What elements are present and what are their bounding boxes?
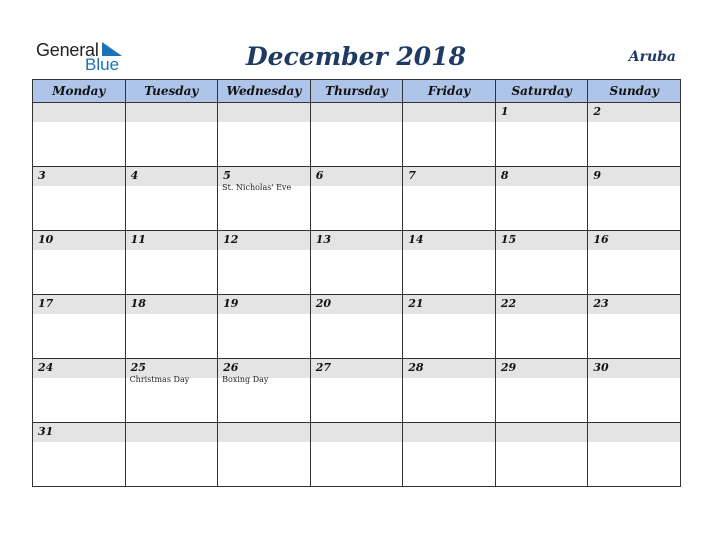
day-cell — [495, 359, 588, 423]
day-cell — [125, 359, 218, 423]
day-number-bar — [33, 103, 125, 122]
day-number-bar — [311, 103, 403, 122]
day-number-bar — [403, 231, 495, 250]
day-number: 24 — [38, 361, 54, 374]
day-number: 21 — [408, 297, 424, 310]
day-cell — [218, 423, 311, 487]
day-number-bar — [588, 103, 680, 122]
day-cell — [125, 103, 218, 167]
day-cell — [33, 103, 126, 167]
day-number: 30 — [593, 361, 609, 374]
day-number-bar — [496, 359, 588, 378]
day-number: 10 — [38, 233, 54, 246]
day-number-bar — [588, 423, 680, 442]
day-number: 9 — [593, 169, 602, 182]
day-cell — [310, 231, 403, 295]
day-number: 4 — [130, 169, 139, 182]
day-cell — [125, 295, 218, 359]
day-number-bar — [588, 295, 680, 314]
day-cell — [218, 295, 311, 359]
day-number: 22 — [500, 297, 517, 310]
day-number-bar — [218, 231, 310, 250]
day-cell — [588, 167, 681, 231]
day-number-bar — [588, 231, 680, 250]
day-number-bar — [311, 359, 403, 378]
weekday-header: Saturday — [495, 80, 588, 103]
day-number-bar — [403, 295, 495, 314]
day-cell — [218, 359, 311, 423]
day-number-bar — [218, 103, 310, 122]
day-number-bar — [311, 423, 403, 442]
day-cell — [588, 359, 681, 423]
day-cell — [310, 167, 403, 231]
calendar-grid — [32, 79, 681, 487]
day-number-bar — [311, 295, 403, 314]
day-cell — [495, 167, 588, 231]
weekday-header-row — [33, 80, 681, 103]
holiday-label: Christmas Day — [129, 375, 190, 384]
day-number-bar — [496, 295, 588, 314]
day-cell — [403, 359, 496, 423]
day-number-bar — [126, 295, 218, 314]
day-number: 26 — [223, 361, 239, 374]
day-number: 14 — [408, 233, 424, 246]
day-cell — [495, 295, 588, 359]
calendar-title: December 2018 — [245, 42, 466, 71]
day-cell — [403, 423, 496, 487]
day-cell — [588, 295, 681, 359]
week-row — [33, 359, 681, 423]
day-number: 23 — [593, 297, 609, 310]
day-number-bar — [311, 231, 403, 250]
day-number: 17 — [38, 297, 54, 310]
week-row — [33, 295, 681, 359]
day-number: 5 — [223, 169, 231, 182]
day-number-bar — [218, 423, 310, 442]
day-cell — [310, 295, 403, 359]
day-number: 7 — [408, 169, 416, 182]
day-cell — [33, 231, 126, 295]
day-number: 29 — [500, 361, 517, 374]
day-number: 1 — [500, 105, 509, 118]
week-row — [33, 423, 681, 487]
day-number-bar — [403, 167, 495, 186]
day-number-bar — [403, 359, 495, 378]
day-number-bar — [496, 423, 588, 442]
holiday-label: Boxing Day — [222, 375, 269, 384]
day-cell — [588, 231, 681, 295]
day-cell — [588, 103, 681, 167]
day-cell — [125, 423, 218, 487]
weekday-header: Tuesday — [125, 80, 218, 103]
day-cell — [125, 231, 218, 295]
day-number: 8 — [500, 169, 509, 182]
day-cell — [403, 295, 496, 359]
day-number-bar — [126, 167, 218, 186]
day-number: 28 — [408, 361, 424, 374]
day-number: 20 — [315, 297, 331, 310]
day-number: 18 — [130, 297, 146, 310]
weekday-header: Thursday — [310, 80, 403, 103]
day-number: 19 — [223, 297, 239, 310]
day-cell — [218, 167, 311, 231]
day-cell — [310, 103, 403, 167]
day-number: 11 — [130, 233, 146, 246]
day-number-bar — [33, 423, 125, 442]
day-number: 31 — [38, 425, 54, 438]
day-number: 6 — [315, 169, 324, 182]
day-number: 13 — [315, 233, 331, 246]
day-cell — [403, 103, 496, 167]
day-cell — [310, 423, 403, 487]
logo-text-general: General — [36, 40, 99, 60]
day-cell — [495, 423, 588, 487]
day-cell — [33, 423, 126, 487]
week-row — [33, 167, 681, 231]
day-cell — [310, 359, 403, 423]
day-number: 27 — [315, 361, 331, 374]
day-number-bar — [496, 167, 588, 186]
day-cell — [588, 423, 681, 487]
weekday-header: Wednesday — [218, 80, 311, 103]
holiday-label: St. Nicholas' Eve — [222, 183, 292, 192]
weekday-header: Monday — [33, 80, 126, 103]
day-cell — [33, 295, 126, 359]
week-row — [33, 231, 681, 295]
weekday-header: Friday — [403, 80, 496, 103]
day-number-bar — [126, 423, 218, 442]
day-cell — [495, 103, 588, 167]
day-number: 15 — [500, 233, 517, 246]
day-cell — [495, 231, 588, 295]
weekday-header: Sunday — [588, 80, 681, 103]
day-number-bar — [496, 231, 588, 250]
day-number-bar — [33, 231, 125, 250]
day-cell — [33, 359, 126, 423]
day-number-bar — [403, 103, 495, 122]
week-row — [33, 103, 681, 167]
day-number-bar — [311, 167, 403, 186]
logo-text-blue: Blue — [85, 55, 120, 74]
day-number: 3 — [38, 169, 46, 182]
day-number: 12 — [223, 233, 239, 246]
day-cell — [33, 167, 126, 231]
day-number-bar — [588, 167, 680, 186]
day-number-bar — [403, 423, 495, 442]
day-number-bar — [218, 295, 310, 314]
day-cell — [125, 167, 218, 231]
day-number-bar — [588, 359, 680, 378]
day-number: 25 — [130, 361, 146, 374]
day-number-bar — [33, 167, 125, 186]
day-cell — [403, 167, 496, 231]
day-number-bar — [126, 231, 218, 250]
day-number: 2 — [593, 105, 602, 118]
day-number-bar — [126, 103, 218, 122]
country-label: Aruba — [628, 49, 676, 65]
day-number: 16 — [593, 233, 609, 246]
day-number-bar — [496, 103, 588, 122]
day-cell — [403, 231, 496, 295]
day-number-bar — [33, 295, 125, 314]
day-cell — [218, 103, 311, 167]
day-number-bar — [33, 359, 125, 378]
day-cell — [218, 231, 311, 295]
